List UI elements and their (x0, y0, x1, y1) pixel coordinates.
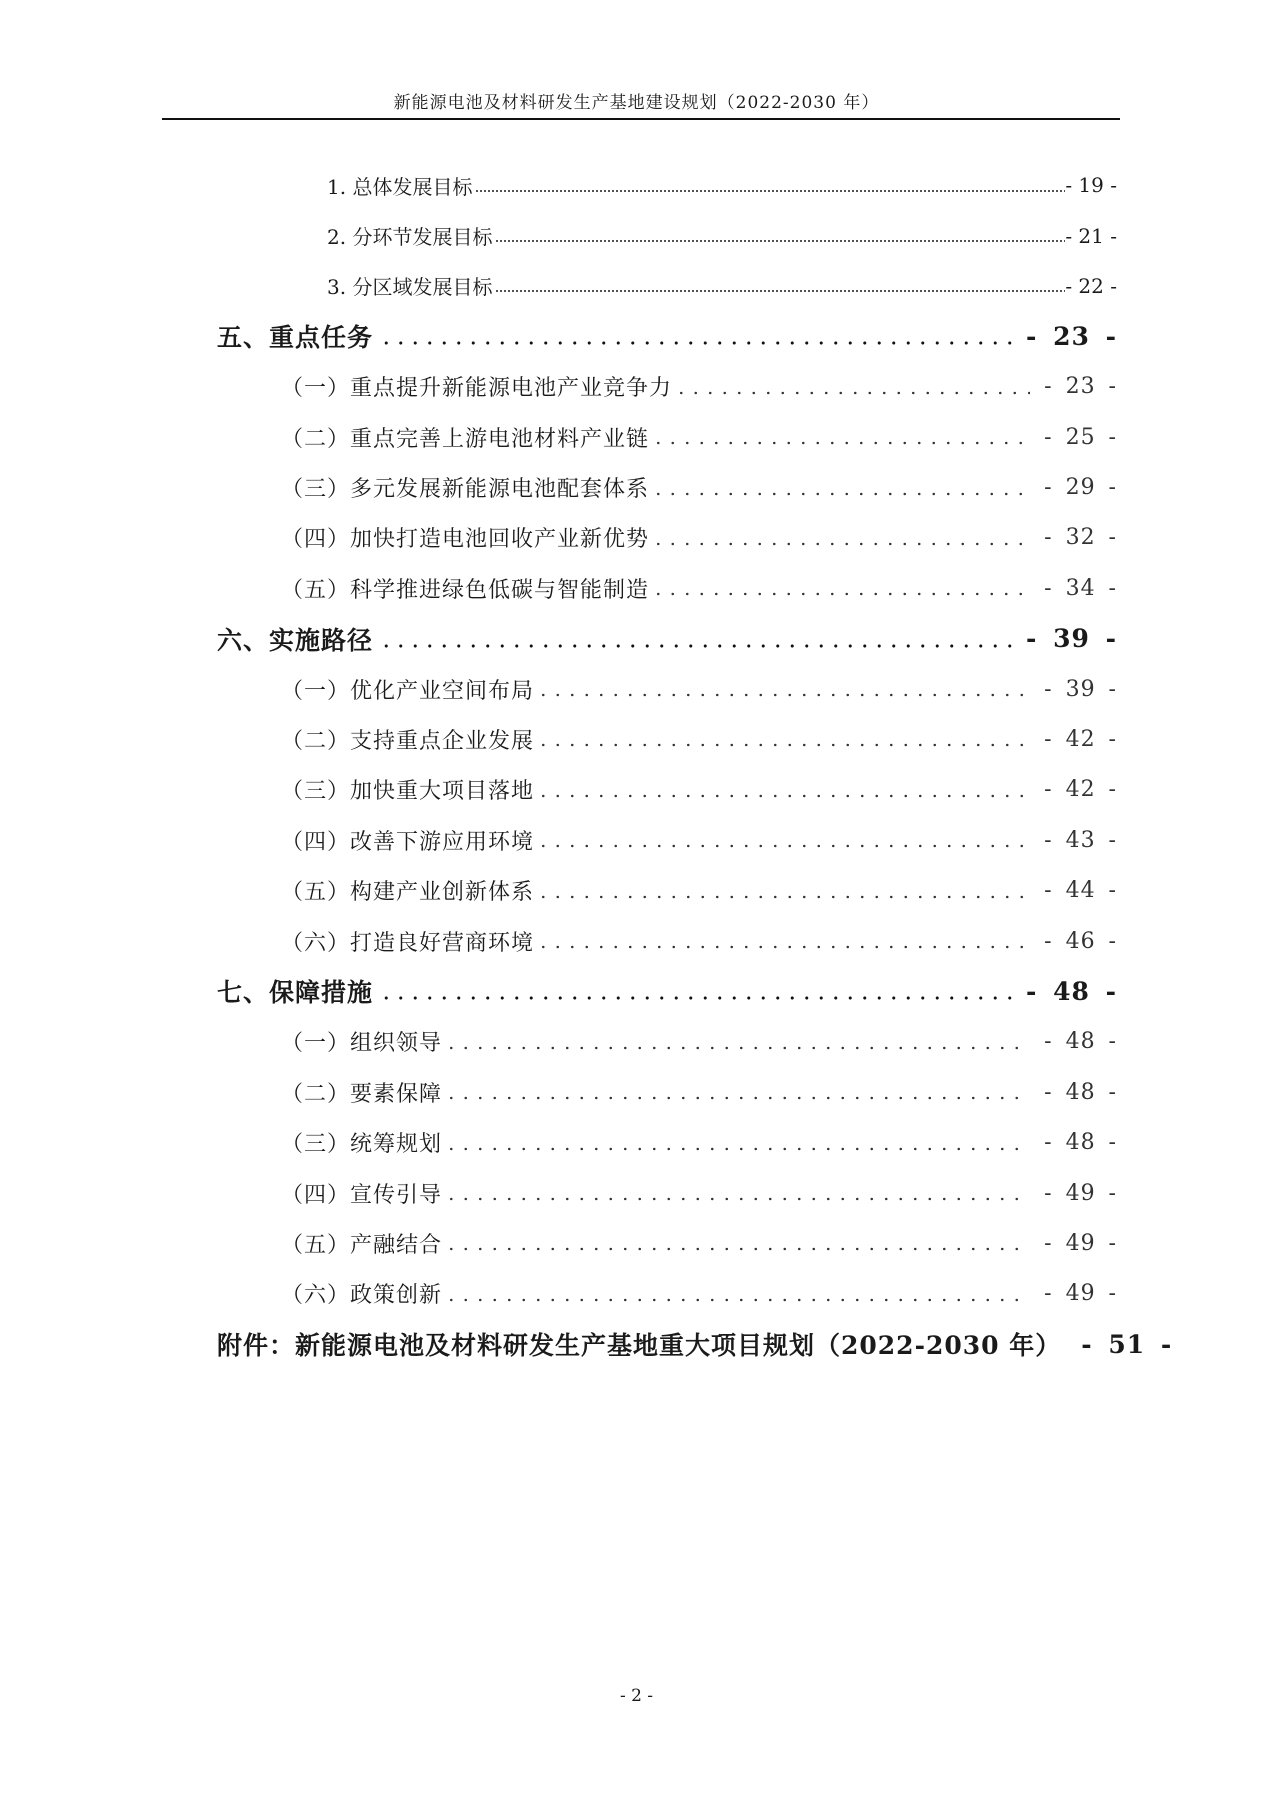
toc-entry-label: 1. 总体发展目标 (327, 174, 473, 199)
toc-leader-dots (379, 341, 1012, 345)
toc-section-label: （四）改善下游应用环境 (281, 829, 535, 855)
toc-section-label: （四）宣传引导 (281, 1182, 443, 1208)
toc-leader-dots (379, 644, 1012, 648)
toc-section (0, 916, 1273, 966)
toc-section-page: - 32 - (1044, 525, 1117, 551)
toc-leader-dots (444, 1197, 1030, 1201)
toc-appendix-page: - 51 - (1081, 1329, 1173, 1359)
toc-leader-dots (475, 189, 1065, 193)
toc-entry-label: 2. 分环节发展目标 (327, 225, 493, 250)
toc-chapter-safeguard-measures (0, 966, 1273, 1016)
toc-section-page: - 42 - (1044, 726, 1117, 752)
toc-section-page: - 49 - (1044, 1281, 1117, 1307)
toc-section (0, 563, 1273, 613)
toc-leader-dots (495, 239, 1065, 243)
toc-leader-dots (536, 844, 1030, 848)
toc-entry-subgoal (0, 160, 1273, 210)
header-rule (162, 118, 1120, 120)
toc-leader-dots (651, 492, 1030, 496)
toc-section-page: - 44 - (1044, 878, 1117, 904)
toc-section (0, 1218, 1273, 1268)
toc-section-page: - 23 - (1044, 374, 1117, 400)
toc-section-label: （四）加快打造电池回收产业新优势 (281, 527, 650, 553)
toc-section-label: （五）科学推进绿色低碳与智能制造 (281, 577, 650, 603)
toc-leader-dots (444, 1247, 1030, 1251)
toc-leader-dots (536, 794, 1030, 798)
toc-section-label: （五）产融结合 (281, 1232, 443, 1258)
toc-leader-dots (444, 1046, 1030, 1050)
toc-section (0, 714, 1273, 764)
toc-leader-dots (444, 1147, 1030, 1151)
toc-section (0, 865, 1273, 915)
toc-entry-subgoal (0, 261, 1273, 311)
toc-section (0, 1117, 1273, 1167)
toc-section-label: （六）打造良好营商环境 (281, 930, 535, 956)
toc-chapter-label: 六、实施路径 (217, 625, 374, 655)
toc-section-label: （五）构建产业创新体系 (281, 880, 535, 906)
toc-leader-dots (536, 743, 1030, 747)
toc-leader-dots (536, 693, 1030, 697)
page-number: - 2 - (619, 1686, 654, 1706)
toc-section-page: - 29 - (1044, 475, 1117, 501)
toc-leader-dots (651, 441, 1030, 445)
toc-section-label: （二）重点完善上游电池材料产业链 (281, 426, 650, 452)
toc-section (0, 1269, 1273, 1319)
toc-leader-dots (444, 1096, 1030, 1100)
toc-section-page: - 48 - (1044, 1130, 1117, 1156)
toc-section-page: - 43 - (1044, 827, 1117, 853)
toc-section-page: - 49 - (1044, 1180, 1117, 1206)
toc-section (0, 1067, 1273, 1117)
toc-section-label: （一）组织领导 (281, 1031, 443, 1057)
toc-chapter-page: - 48 - (1026, 976, 1117, 1006)
toc-section-page: - 49 - (1044, 1230, 1117, 1256)
toc-chapter-page: - 39 - (1026, 624, 1117, 654)
toc-section-label: （二）支持重点企业发展 (281, 728, 535, 754)
toc-leader-dots (379, 996, 1012, 1000)
toc-section (0, 664, 1273, 714)
toc-section-page: - 48 - (1044, 1079, 1117, 1105)
toc-appendix (0, 1319, 1273, 1369)
toc-entry-label: 3. 分区域发展目标 (327, 275, 493, 300)
toc-leader-dots (651, 542, 1030, 546)
toc-chapter-page: - 23 - (1026, 321, 1117, 351)
toc-section-page: - 42 - (1044, 777, 1117, 803)
toc-section-page: - 48 - (1044, 1029, 1117, 1055)
table-of-contents (0, 160, 1273, 1369)
toc-section-label: （一）优化产业空间布局 (281, 678, 535, 704)
toc-entry-page: - 22 - (1065, 273, 1117, 298)
toc-appendix-label: 附件：新能源电池及材料研发生产基地重大项目规划（2022-2030 年） (217, 1331, 1062, 1361)
toc-chapter-key-tasks (0, 311, 1273, 361)
toc-leader-dots (495, 289, 1065, 293)
toc-entry-subgoal (0, 210, 1273, 260)
toc-section-page: - 39 - (1044, 676, 1117, 702)
toc-section (0, 362, 1273, 412)
toc-leader-dots (674, 391, 1030, 395)
toc-chapter-label: 七、保障措施 (217, 978, 374, 1008)
toc-section (0, 765, 1273, 815)
toc-chapter-implementation-path (0, 614, 1273, 664)
toc-section-label: （三）多元发展新能源电池配套体系 (281, 477, 650, 503)
toc-leader-dots (536, 945, 1030, 949)
toc-section (0, 462, 1273, 512)
toc-section (0, 412, 1273, 462)
toc-section-page: - 46 - (1044, 928, 1117, 954)
toc-leader-dots (651, 592, 1030, 596)
toc-section-page: - 25 - (1044, 424, 1117, 450)
toc-section (0, 1168, 1273, 1218)
running-header-title: 新能源电池及材料研发生产基地建设规划（2022-2030 年） (393, 93, 880, 113)
toc-section-label: （二）要素保障 (281, 1081, 443, 1107)
toc-section (0, 1017, 1273, 1067)
toc-entry-page: - 21 - (1065, 223, 1117, 248)
toc-section-label: （三）加快重大项目落地 (281, 779, 535, 805)
toc-section-label: （六）政策创新 (281, 1283, 443, 1309)
toc-section (0, 815, 1273, 865)
toc-leader-dots (536, 895, 1030, 899)
toc-section-page: - 34 - (1044, 575, 1117, 601)
toc-chapter-label: 五、重点任务 (217, 323, 374, 353)
toc-entry-page: - 19 - (1065, 173, 1117, 198)
toc-section (0, 513, 1273, 563)
toc-leader-dots (444, 1298, 1030, 1302)
toc-section-label: （三）统筹规划 (281, 1132, 443, 1158)
toc-section-label: （一）重点提升新能源电池产业竞争力 (281, 376, 673, 402)
